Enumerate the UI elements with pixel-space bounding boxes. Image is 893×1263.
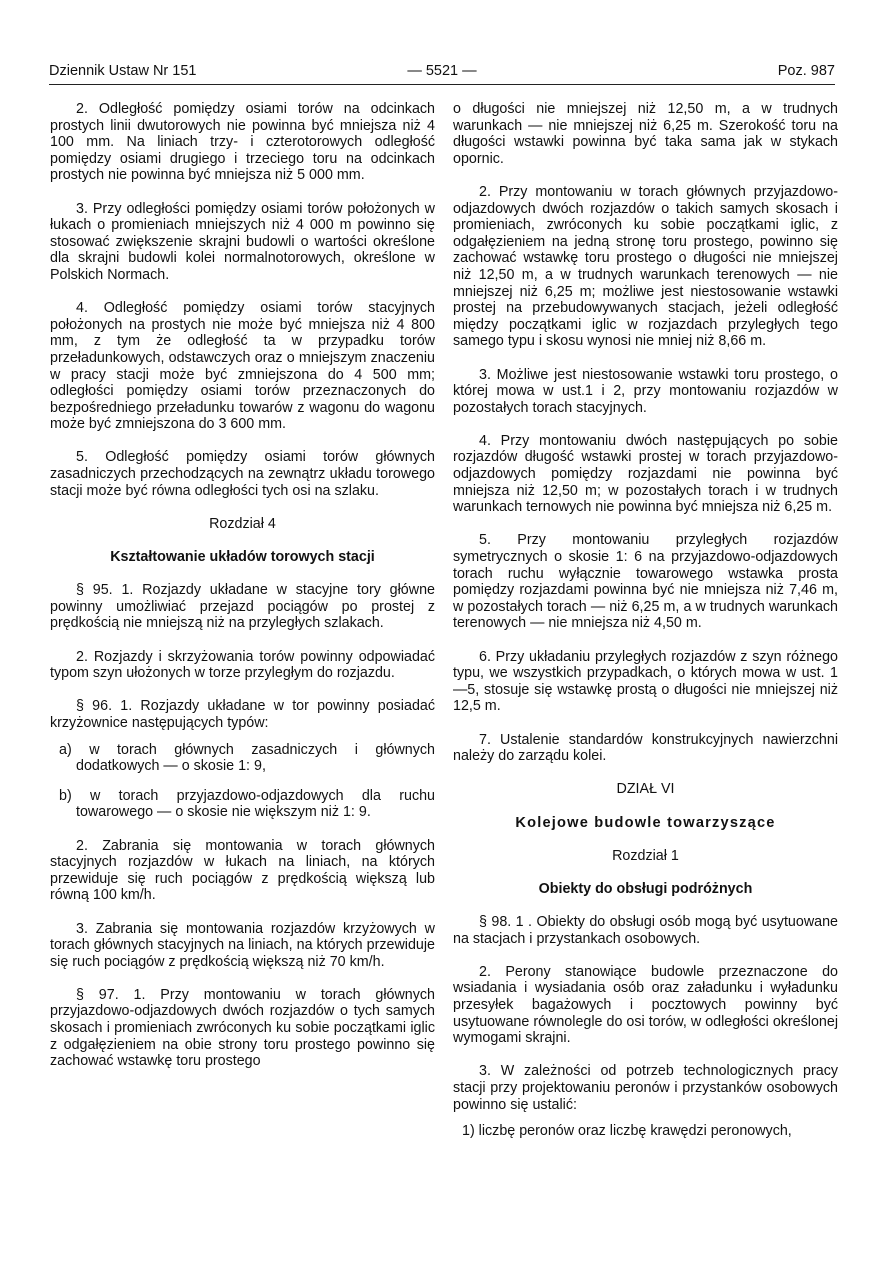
chapter-heading: Rozdział 4 [209,515,276,532]
right-column [453,101,838,1153]
chapter-title: Kształtowanie układów torowych stacji [110,549,375,566]
list-item: a) w torach głównych zasadniczych i głównych dodatkowych — o skosie 1: 9, [59,741,435,775]
paragraph: 5. Przy montowaniu przyległych rozjazdów symetrycznych o skosie 1: 6 na przyjazdowo-odjazdowych torach ruchu wyłącznie towarowego wstawka prosta pomiędzy rozjazdami powinna być nie mniejsza niż 7,46 m, w pozostałych torach — niż 6,25 m, a w trudnych warunkach terenowych — nie mniejsza niż 4,50 m. [453,532,838,632]
paragraph: 3. W zależności od potrzeb technologicznych pracy stacji przy projektowaniu peronów i przystanków osobowych powinno się ustalić: [453,1063,838,1113]
paragraph: § 97. 1. Przy montowaniu w torach głównych przyjazdowo-odjazdowych dwóch rozjazdów o tych samych skosach i promieniach zwróconych ku sobie początkami iglic z odgałęzieniem na obie strony toru prostego powinno się zachować wstawkę toru prostego [50,986,435,1070]
chapter-title: Obiekty do obsługi podróżnych [538,880,753,897]
paragraph: 3. Możliwe jest niestosowanie wstawki toru prostego, o której mowa w ust.1 i 2, przy montowaniu rozjazdów w pozostałych torach stacyjnych. [453,366,838,416]
paragraph: 4. Odległość pomiędzy osiami torów stacyjnych położonych na prostych nie może być mniejsza niż 4 800 mm, z tym że odległość ta w przypadku torów przeładunkowych, odstawczych oraz o mniejszym znaczeniu w pracy stacji może być zmniejszona do 4 500 mm; odległości pomiędzy osiami torów przeznaczonych do bezpośredniego przeładunku towarów z wagonu do wagonu może być zmniejszona do 3 600 mm. [50,300,435,433]
paragraph: § 95. 1. Rozjazdy układane w stacyjne tory główne powinny umożliwiać przejazd pociągów po prostej z prędkością nie mniejszą niż na przyległych szlakach. [50,582,435,632]
paragraph: 2. Zabrania się montowania w torach głównych stacyjnych rozjazdów w łukach na liniach, na których przewiduje się ruch pociągów z prędkością większą lub równą 100 km/h. [50,837,435,904]
paragraph: 5. Odległość pomiędzy osiami torów głównych zasadniczych przechodzących na zewnątrz układu torowego stacji może być równa odległości tych osi na szlaku. [50,449,435,499]
paragraph: 7. Ustalenie standardów konstrukcyjnych nawierzchni należy do zarządu kolei. [453,731,838,765]
paragraph: 2. Perony stanowiące budowle przeznaczone do wsiadania i wysiadania osób oraz załadunku i wyładunku przesyłek bagażowych i pocztowych powinny być usytuowane równolegle do osi torów, w odległości określonej wymogami skrajni. [453,963,838,1047]
paragraph: 2. Odległość pomiędzy osiami torów na odcinkach prostych linii dwutorowych nie powinna być mniejsza niż 4 100 mm. Na liniach trzy- i czterotorowych odległość pomiędzy osiami drugiego i trzeciego toru na odcinkach prostych nie powinna być mniejsza niż 5 000 mm. [50,101,435,184]
paragraph: 6. Przy układaniu przyległych rozjazdów z szyn różnego typu, we wszystkich przypadkach, o których mowa w ust. 1—5, stosuje się wstawkę prostą o długości nie mniejszej niż 12,5 m. [453,648,838,715]
paragraph: 3. Zabrania się montowania rozjazdów krzyżowych w torach głównych stacyjnych na liniach, na których przewiduje się ruch pociągów z prędkością większą niż 70 km/h. [50,920,435,970]
left-column [50,101,435,1086]
paragraph: 4. Przy montowaniu dwóch następujących po sobie rozjazdów długość wstawki prostej w torach przyjazdowo-odjazdowych pomiędzy rozjazdami nie powinna być mniejsza niż 12,50 m; w pozostałych torach i w trudnych warunkach ternowych nie powinna być mniejsza niż 6,25 m. [453,432,838,516]
paragraph: o długości nie mniejszej niż 12,50 m, a w trudnych warunkach — nie mniejszej niż 6,25 m. Szerokość toru na długości wstawki powinna być taka sama jak w stykach opornic. [453,101,838,167]
paragraph: § 96. 1. Rozjazdy układane w tor powinny posiadać krzyżownice następujących typów: [50,698,435,731]
chapter-heading: Rozdział 1 [612,847,679,864]
page-header [49,62,835,85]
list-item: b) w torach przyjazdowo-odjazdowych dla ruchu towarowego — o skosie nie większym niż 1: 9. [59,787,435,821]
division-title: Kolejowe budowle towarzyszące [515,814,776,831]
position-number: Poz. 987 [777,63,835,79]
journal-title: Dziennik Ustaw Nr 151 [49,63,197,79]
paragraph: 3. Przy odległości pomiędzy osiami torów położonych w łukach o promieniach mniejszych niż 4 000 m powinno się stosować zwiększenie skrajni budowli o wartości określone dla skrajni budowli kolei normalnotorowych, określone w Polskich Normach. [50,200,435,283]
division-heading: DZIAŁ VI [616,781,675,798]
page-number: — 5521 — [407,63,477,79]
paragraph: 2. Rozjazdy i skrzyżowania torów powinny odpowiadać typom szyn ułożonych w torze przyległym do rozjazdu. [50,648,435,682]
paragraph: § 98. 1 . Obiekty do obsługi osób mogą być usytuowane na stacjach i przystankach osobowych. [453,914,838,947]
list-item: 1) liczbę peronów oraz liczbę krawędzi peronowych, [462,1123,792,1140]
paragraph: 2. Przy montowaniu w torach głównych przyjazdowo-odjazdowych dwóch rozjazdów o takich samych skosach i promieniach, zwróconych ku sobie początkami iglic, z odgałęzieniem na jedną stronę toru prostego, powinno się zachować wstawkę toru prostego o długości nie mniejszej niż 12,50 m, a w trudnych warunkach terenowych — nie mniejszej niż 6,25 m; możliwe jest niestosowanie wstawki prostej na przebudowywanych stacjach, jeżeli odległość między początkami iglic w rozjazdach przyległych tego samego typu i skosu wynosi nie mniej niż 8,66 m. [453,183,838,350]
